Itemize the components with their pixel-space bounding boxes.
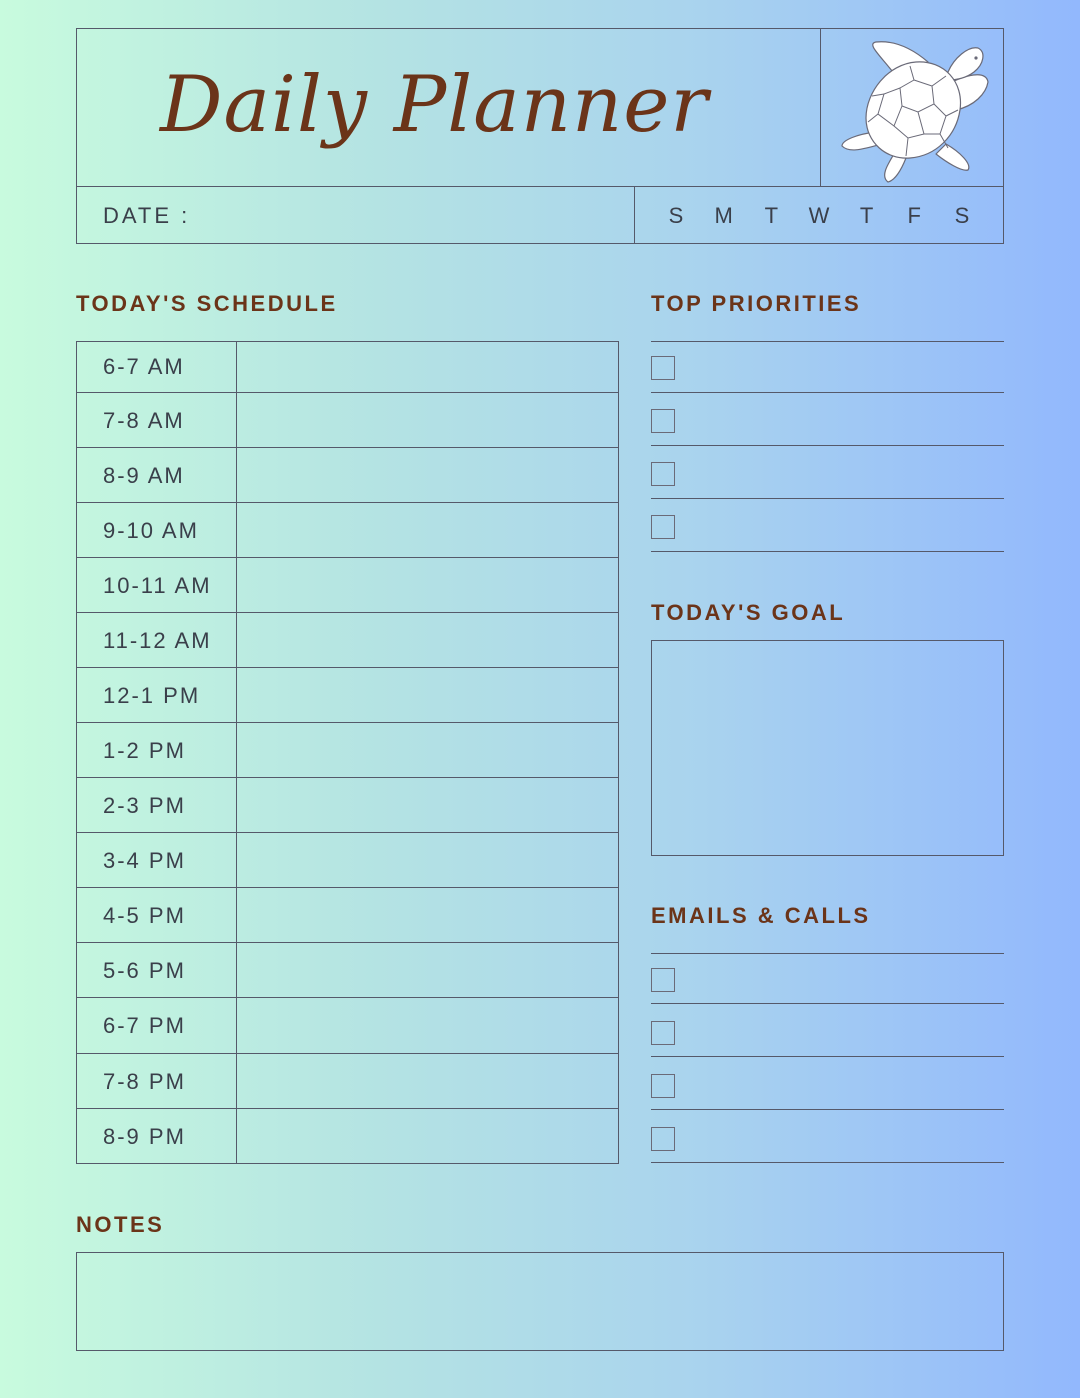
goal-heading: TODAY'S GOAL — [651, 600, 846, 625]
schedule-row[interactable] — [76, 392, 619, 447]
priority-checkbox[interactable] — [651, 409, 675, 433]
schedule-time-label: 4-5 PM — [103, 903, 186, 928]
schedule-time-label: 6-7 AM — [103, 354, 185, 379]
weekday-saturday[interactable]: S — [954, 203, 970, 228]
schedule-time-label: 8-9 PM — [103, 1124, 186, 1149]
email-call-checkbox[interactable] — [651, 1074, 675, 1098]
weekday-selector — [664, 198, 974, 234]
email-call-line — [651, 1109, 1004, 1110]
priority-line — [651, 445, 1004, 446]
schedule-time-label: 7-8 PM — [103, 1069, 186, 1094]
header-divider — [76, 186, 1004, 187]
schedule-time-label: 9-10 AM — [103, 518, 199, 543]
schedule-time-label: 7-8 AM — [103, 408, 185, 433]
schedule-row[interactable] — [76, 777, 619, 832]
goal-input-box[interactable] — [651, 640, 1004, 856]
schedule-row[interactable] — [76, 502, 619, 557]
priority-checkbox[interactable] — [651, 462, 675, 486]
email-call-line — [651, 1162, 1004, 1163]
weekday-tuesday[interactable]: T — [764, 203, 779, 228]
schedule-row[interactable] — [76, 667, 619, 722]
schedule-time-label: 1-2 PM — [103, 738, 186, 763]
schedule-row[interactable] — [76, 832, 619, 887]
notes-heading: NOTES — [76, 1212, 165, 1237]
header-divider — [634, 186, 635, 244]
priority-line — [651, 392, 1004, 393]
schedule-row[interactable] — [76, 1053, 619, 1108]
schedule-column-divider — [236, 341, 237, 1164]
weekday-wednesday[interactable]: W — [808, 203, 830, 228]
schedule-row[interactable] — [76, 612, 619, 667]
weekday-monday[interactable]: M — [714, 203, 733, 228]
schedule-row[interactable] — [76, 997, 619, 1053]
email-call-line — [651, 1003, 1004, 1004]
priority-line — [651, 341, 1004, 342]
schedule-row[interactable] — [76, 942, 619, 997]
notes-input-box[interactable] — [76, 1252, 1004, 1351]
turtle-icon — [836, 36, 996, 184]
schedule-time-label: 5-6 PM — [103, 958, 186, 983]
email-call-line — [651, 1056, 1004, 1057]
schedule-row[interactable] — [76, 447, 619, 502]
priority-checkbox[interactable] — [651, 356, 675, 380]
email-call-checkbox[interactable] — [651, 1127, 675, 1151]
page-title: Daily Planner — [160, 60, 709, 150]
schedule-time-label: 6-7 PM — [103, 1013, 186, 1038]
date-field[interactable]: DATE : — [103, 203, 191, 228]
weekday-sunday[interactable]: S — [668, 203, 684, 228]
email-call-checkbox[interactable] — [651, 968, 675, 992]
schedule-time-label: 11-12 AM — [103, 628, 212, 653]
schedule-heading: TODAY'S SCHEDULE — [76, 291, 338, 316]
email-call-checkbox[interactable] — [651, 1021, 675, 1045]
schedule-time-label: 2-3 PM — [103, 793, 186, 818]
schedule-row[interactable] — [76, 722, 619, 777]
schedule-time-label: 3-4 PM — [103, 848, 186, 873]
priorities-heading: TOP PRIORITIES — [651, 291, 862, 316]
weekday-thursday[interactable]: T — [859, 203, 874, 228]
email-call-line — [651, 953, 1004, 954]
priority-line — [651, 551, 1004, 552]
header-divider — [820, 28, 821, 187]
priority-line — [651, 498, 1004, 499]
priority-checkbox[interactable] — [651, 515, 675, 539]
schedule-time-label: 12-1 PM — [103, 683, 201, 708]
schedule-row[interactable] — [76, 341, 619, 392]
schedule-row[interactable] — [76, 887, 619, 942]
schedule-time-label: 8-9 AM — [103, 463, 185, 488]
emails-heading: EMAILS & CALLS — [651, 903, 871, 928]
schedule-row[interactable] — [76, 557, 619, 612]
schedule-time-label: 10-11 AM — [103, 573, 212, 598]
schedule-row[interactable] — [76, 1108, 619, 1164]
weekday-friday[interactable]: F — [907, 203, 921, 228]
